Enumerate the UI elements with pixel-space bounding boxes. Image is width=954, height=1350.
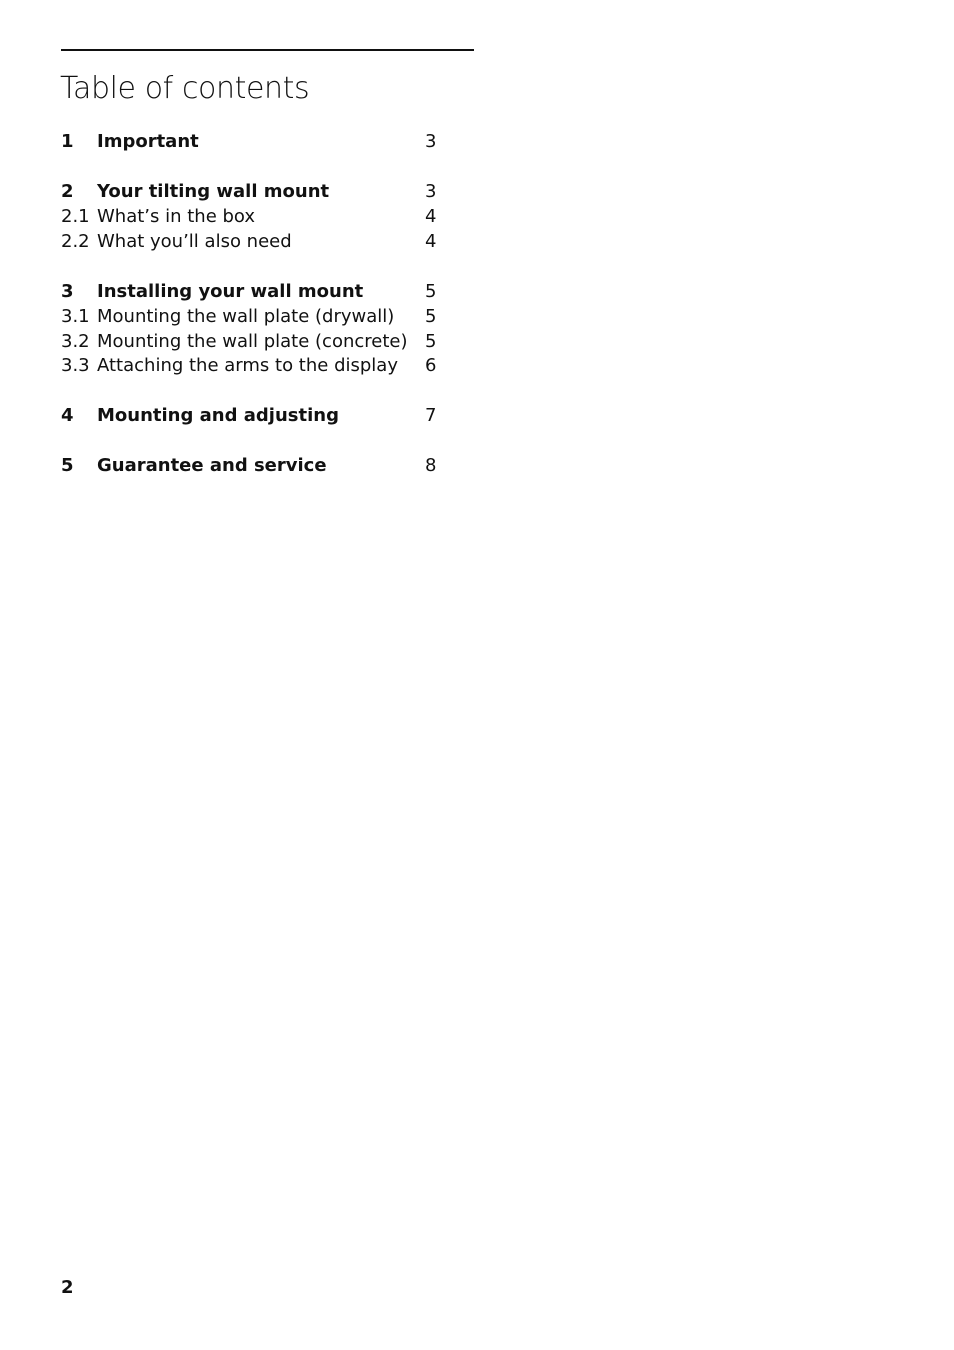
toc-entry-number: 2.2 bbox=[61, 231, 90, 252]
toc-entry-5[interactable] bbox=[61, 454, 441, 478]
toc-entry-number: 2 bbox=[61, 181, 74, 202]
toc-entry-page: 7 bbox=[425, 405, 437, 426]
toc-entry-label: Important bbox=[97, 131, 199, 152]
toc-entry-number: 3 bbox=[61, 281, 74, 302]
toc-entry-label: Mounting and adjusting bbox=[97, 405, 339, 426]
toc-entry-number: 3.1 bbox=[61, 306, 90, 327]
toc-entry-3[interactable] bbox=[61, 280, 441, 304]
toc-entry-number: 1 bbox=[61, 131, 74, 152]
toc-entry-page: 8 bbox=[425, 455, 437, 476]
toc-entry-3-3[interactable] bbox=[61, 354, 441, 378]
toc-entry-page: 5 bbox=[425, 331, 437, 352]
toc-entry-page: 3 bbox=[425, 131, 437, 152]
toc-entry-page: 6 bbox=[425, 355, 437, 376]
top-rule bbox=[61, 49, 474, 51]
toc-entry-2[interactable] bbox=[61, 180, 441, 204]
toc-entry-number: 4 bbox=[61, 405, 74, 426]
page-number: 2 bbox=[61, 1277, 74, 1298]
toc-entry-2-2[interactable] bbox=[61, 230, 441, 254]
toc-entry-label: What’s in the box bbox=[97, 206, 256, 227]
toc-entry-number: 2.1 bbox=[61, 206, 90, 227]
toc-entry-1[interactable] bbox=[61, 130, 441, 154]
toc-entry-page: 5 bbox=[425, 281, 437, 302]
toc-entry-label: Mounting the wall plate (drywall) bbox=[97, 306, 395, 327]
page-title: Table of contents bbox=[60, 71, 310, 106]
toc-entry-page: 4 bbox=[425, 206, 437, 227]
toc-entry-3-1[interactable] bbox=[61, 305, 441, 329]
toc-entry-3-2[interactable] bbox=[61, 330, 441, 354]
toc-entry-page: 3 bbox=[425, 181, 437, 202]
toc-entry-label: Your tilting wall mount bbox=[97, 181, 330, 202]
toc-entry-label: Mounting the wall plate (concrete) bbox=[97, 331, 408, 352]
toc-entry-number: 3.2 bbox=[61, 331, 90, 352]
toc-entry-4[interactable] bbox=[61, 404, 441, 428]
toc-entry-number: 3.3 bbox=[61, 355, 90, 376]
toc-entry-2-1[interactable] bbox=[61, 205, 441, 229]
toc-entry-page: 5 bbox=[425, 306, 437, 327]
toc-entry-label: Attaching the arms to the display bbox=[97, 355, 398, 376]
toc-entry-label: Guarantee and service bbox=[97, 455, 327, 476]
toc-entry-page: 4 bbox=[425, 231, 437, 252]
toc-entry-label: Installing your wall mount bbox=[97, 281, 364, 302]
toc-entry-label: What you’ll also need bbox=[97, 231, 292, 252]
toc-entry-number: 5 bbox=[61, 455, 74, 476]
